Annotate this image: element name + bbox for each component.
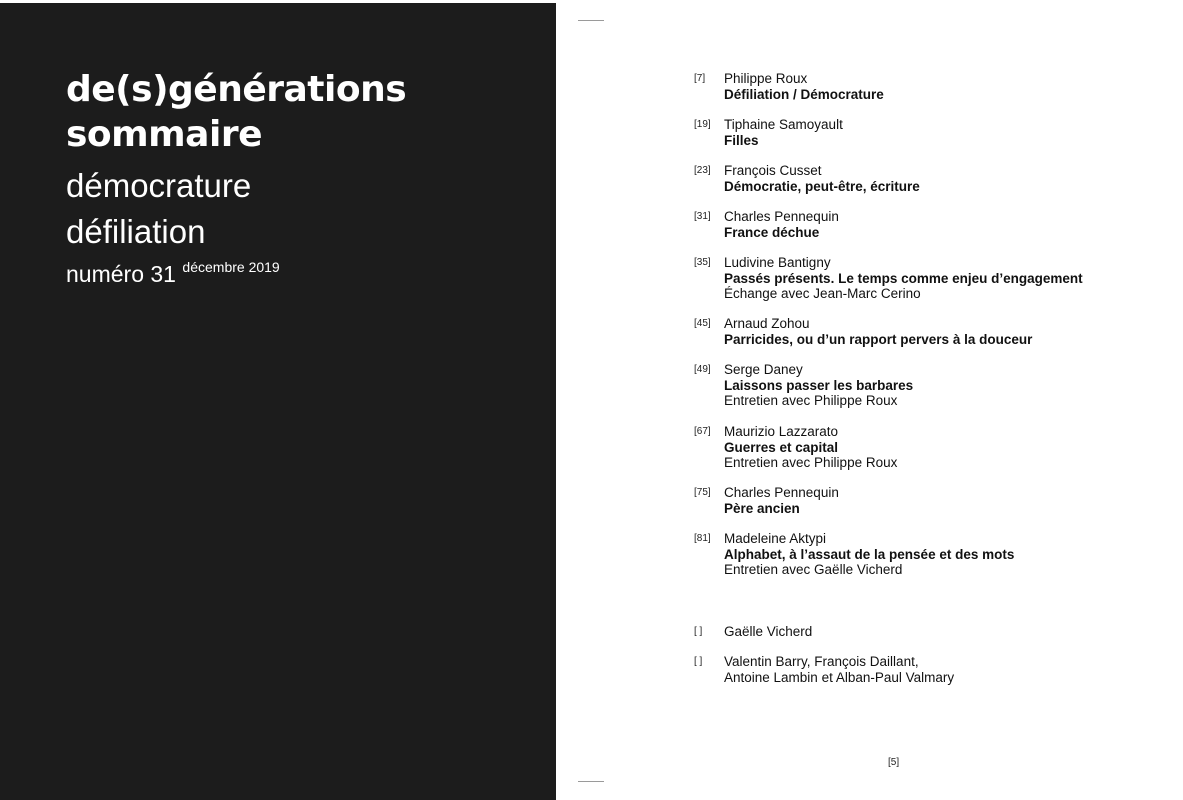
entry-page-number: [7] [694, 73, 706, 84]
issue-date: décembre 2019 [182, 259, 280, 275]
entry-author: Ludivine Bantigny [724, 255, 831, 270]
entry-note: Entretien avec Philippe Roux [724, 393, 898, 408]
entry-author: Philippe Roux [724, 71, 808, 86]
cover-page [0, 3, 556, 800]
entry-title: Passés présents. Le temps comme enjeu d’engagement [724, 270, 1083, 286]
entry-page-number: [75] [694, 487, 711, 498]
entry-author: Tiphaine Samoyault [724, 117, 843, 132]
journal-title: de(s)générations [66, 69, 407, 110]
entry-page-number: [67] [694, 426, 711, 437]
section-title: sommaire [66, 114, 262, 155]
theme-line-1: démocrature [66, 167, 252, 204]
entry-note: Entretien avec Gaëlle Vicherd [724, 562, 903, 577]
credits-page-number: [ ] [694, 626, 703, 637]
entry-title: Défiliation / Démocrature [724, 86, 884, 102]
entry-author: Madeleine Aktypi [724, 531, 827, 546]
entry-author: Charles Pennequin [724, 485, 839, 500]
contents-page [556, 0, 1183, 800]
entry-author: François Cusset [724, 163, 822, 178]
entry-author: Charles Pennequin [724, 209, 839, 224]
entry-page-number: [23] [694, 165, 711, 176]
entry-page-number: [45] [694, 318, 711, 329]
entry-title: Filles [724, 132, 759, 148]
issue-info [66, 261, 280, 288]
credits-line: Valentin Barry, François Daillant, [724, 654, 919, 669]
entry-title: Père ancien [724, 500, 800, 516]
crop-mark-bottom [578, 781, 604, 782]
entry-title: Parricides, ou d’un rapport pervers à la douceur [724, 331, 1033, 347]
entry-page-number: [35] [694, 257, 711, 268]
entry-title: France déchue [724, 224, 820, 240]
entry-page-number: [31] [694, 211, 711, 222]
entry-note: Échange avec Jean-Marc Cerino [724, 286, 921, 301]
entry-author: Maurizio Lazzarato [724, 424, 839, 439]
credits-line: Antoine Lambin et Alban-Paul Valmary [724, 669, 955, 685]
page-folio: [5] [888, 757, 900, 768]
entry-author: Arnaud Zohou [724, 316, 810, 331]
entry-page-number: [49] [694, 364, 711, 375]
credits-line: Gaëlle Vicherd [724, 624, 813, 639]
entry-note: Entretien avec Philippe Roux [724, 455, 898, 470]
entry-title: Guerres et capital [724, 439, 839, 455]
entry-author: Serge Daney [724, 362, 803, 377]
entry-page-number: [81] [694, 533, 711, 544]
entry-title: Alphabet, à l’assaut de la pensée et des mots [724, 546, 1015, 562]
entry-title: Démocratie, peut-être, écriture [724, 178, 920, 194]
credits-page-number: [ ] [694, 656, 703, 667]
entry-title: Laissons passer les barbares [724, 377, 914, 393]
entry-page-number: [19] [694, 119, 711, 130]
theme-line-2: défiliation [66, 213, 206, 250]
crop-mark-top [578, 20, 604, 21]
issue-number: numéro 31 [66, 261, 176, 287]
